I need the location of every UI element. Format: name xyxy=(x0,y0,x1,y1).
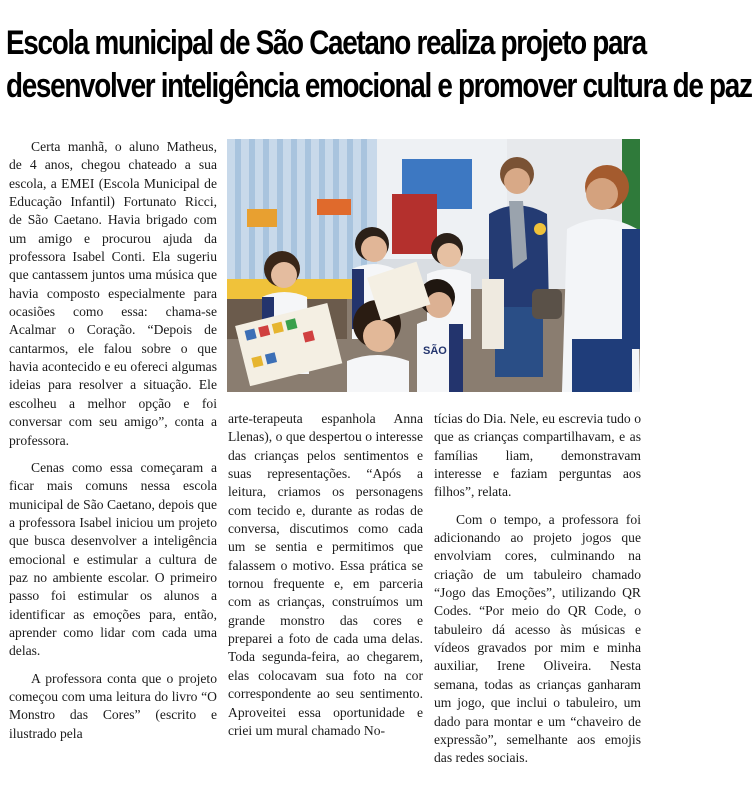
headline xyxy=(6,23,752,109)
paragraph: Cenas como essa começaram a ficar mais comuns nessa escola municipal de São Caetano, depois que a professora Isabel iniciou um projeto que busca desenvolver a inteligência emocional e estimular a cultura de paz no ambiente escolar. O primeiro passo foi estimular os alunos a identificar as emoções para, então, aprender como lidar com cada uma delas. xyxy=(9,459,217,659)
article-column-2 xyxy=(228,410,423,740)
article-column-1 xyxy=(9,138,217,743)
article-photo xyxy=(227,139,640,392)
shirt-text: SÃO xyxy=(423,345,447,357)
article-column-3 xyxy=(434,410,641,768)
headline-line-1: Escola municipal de São Caetano realiza projeto para xyxy=(6,24,646,63)
classroom-photo-illustration xyxy=(227,139,640,392)
paragraph: tícias do Dia. Nele, eu escrevia tudo o que as crianças compartilhavam, e as famílias liam, demonstravam interesse e faziam perguntas aos filhos”, relata. xyxy=(434,411,641,500)
headline-line-2: desenvolver inteligência emocional e promover cultura de paz xyxy=(6,67,752,106)
paragraph: Com o tempo, a professora foi adicionando ao projeto jogos que envolviam cores, culminando na criação de um tabuleiro chamado “Jogo das Emoções”, utilizando QR Codes. “Por meio do QR Code, o tabuleiro dá acesso às músicas e vídeos gravados por mim e minha auxiliar, Irene Oliveira. Nesta semana, todas as crianças ganharam um jogo, que inclui o tabuleiro, um dado para montar e um “chaveiro de expressão”, semelhante aos emojis das redes sociais. xyxy=(434,511,641,766)
paragraph: A professora conta que o projeto começou com uma leitura do livro “O Monstro das Cores” (escrito e ilustrado pela xyxy=(9,670,217,741)
paragraph: arte-terapeuta espanhola Anna Llenas), o que despertou o interesse das crianças pelos sentimentos e suas representações. “Após a leitura, criamos os personagens com tecido e, durante as rodas de conversa, discutimos como cada um se sentia e permitimos que falassem o motivo. Essa prática se tornou frequente e, em parceria com as crianças, construímos um grande monstro das cores e preparei a foto de cada uma delas. Toda segunda-feira, ao chegarem, elas colocavam sua foto na cor correspondente ao seu sentimento. Aproveitei essa oportunidade e criei um mural chamado No- xyxy=(228,411,423,738)
paragraph: Certa manhã, o aluno Matheus, de 4 anos, chegou chateado a sua escola, a EMEI (Escola Municipal de Educação Infantil) Fortunato Ricci, de São Caetano. Havia brigado com um amigo e procurou ajuda da professora Isabel Conti. Ela sugeriu que cantassem juntos uma música que havia composto especialmente para ocasiões como essa: chama-se Acalmar o Coração. “Depois de cantarmos, ele falou sobre o que havia acontecido e eu ofereci algumas ideias para resolver a situação. Ele escolheu a melhor opção e foi conversar com seu amigo”, conta a professora. xyxy=(9,139,217,448)
